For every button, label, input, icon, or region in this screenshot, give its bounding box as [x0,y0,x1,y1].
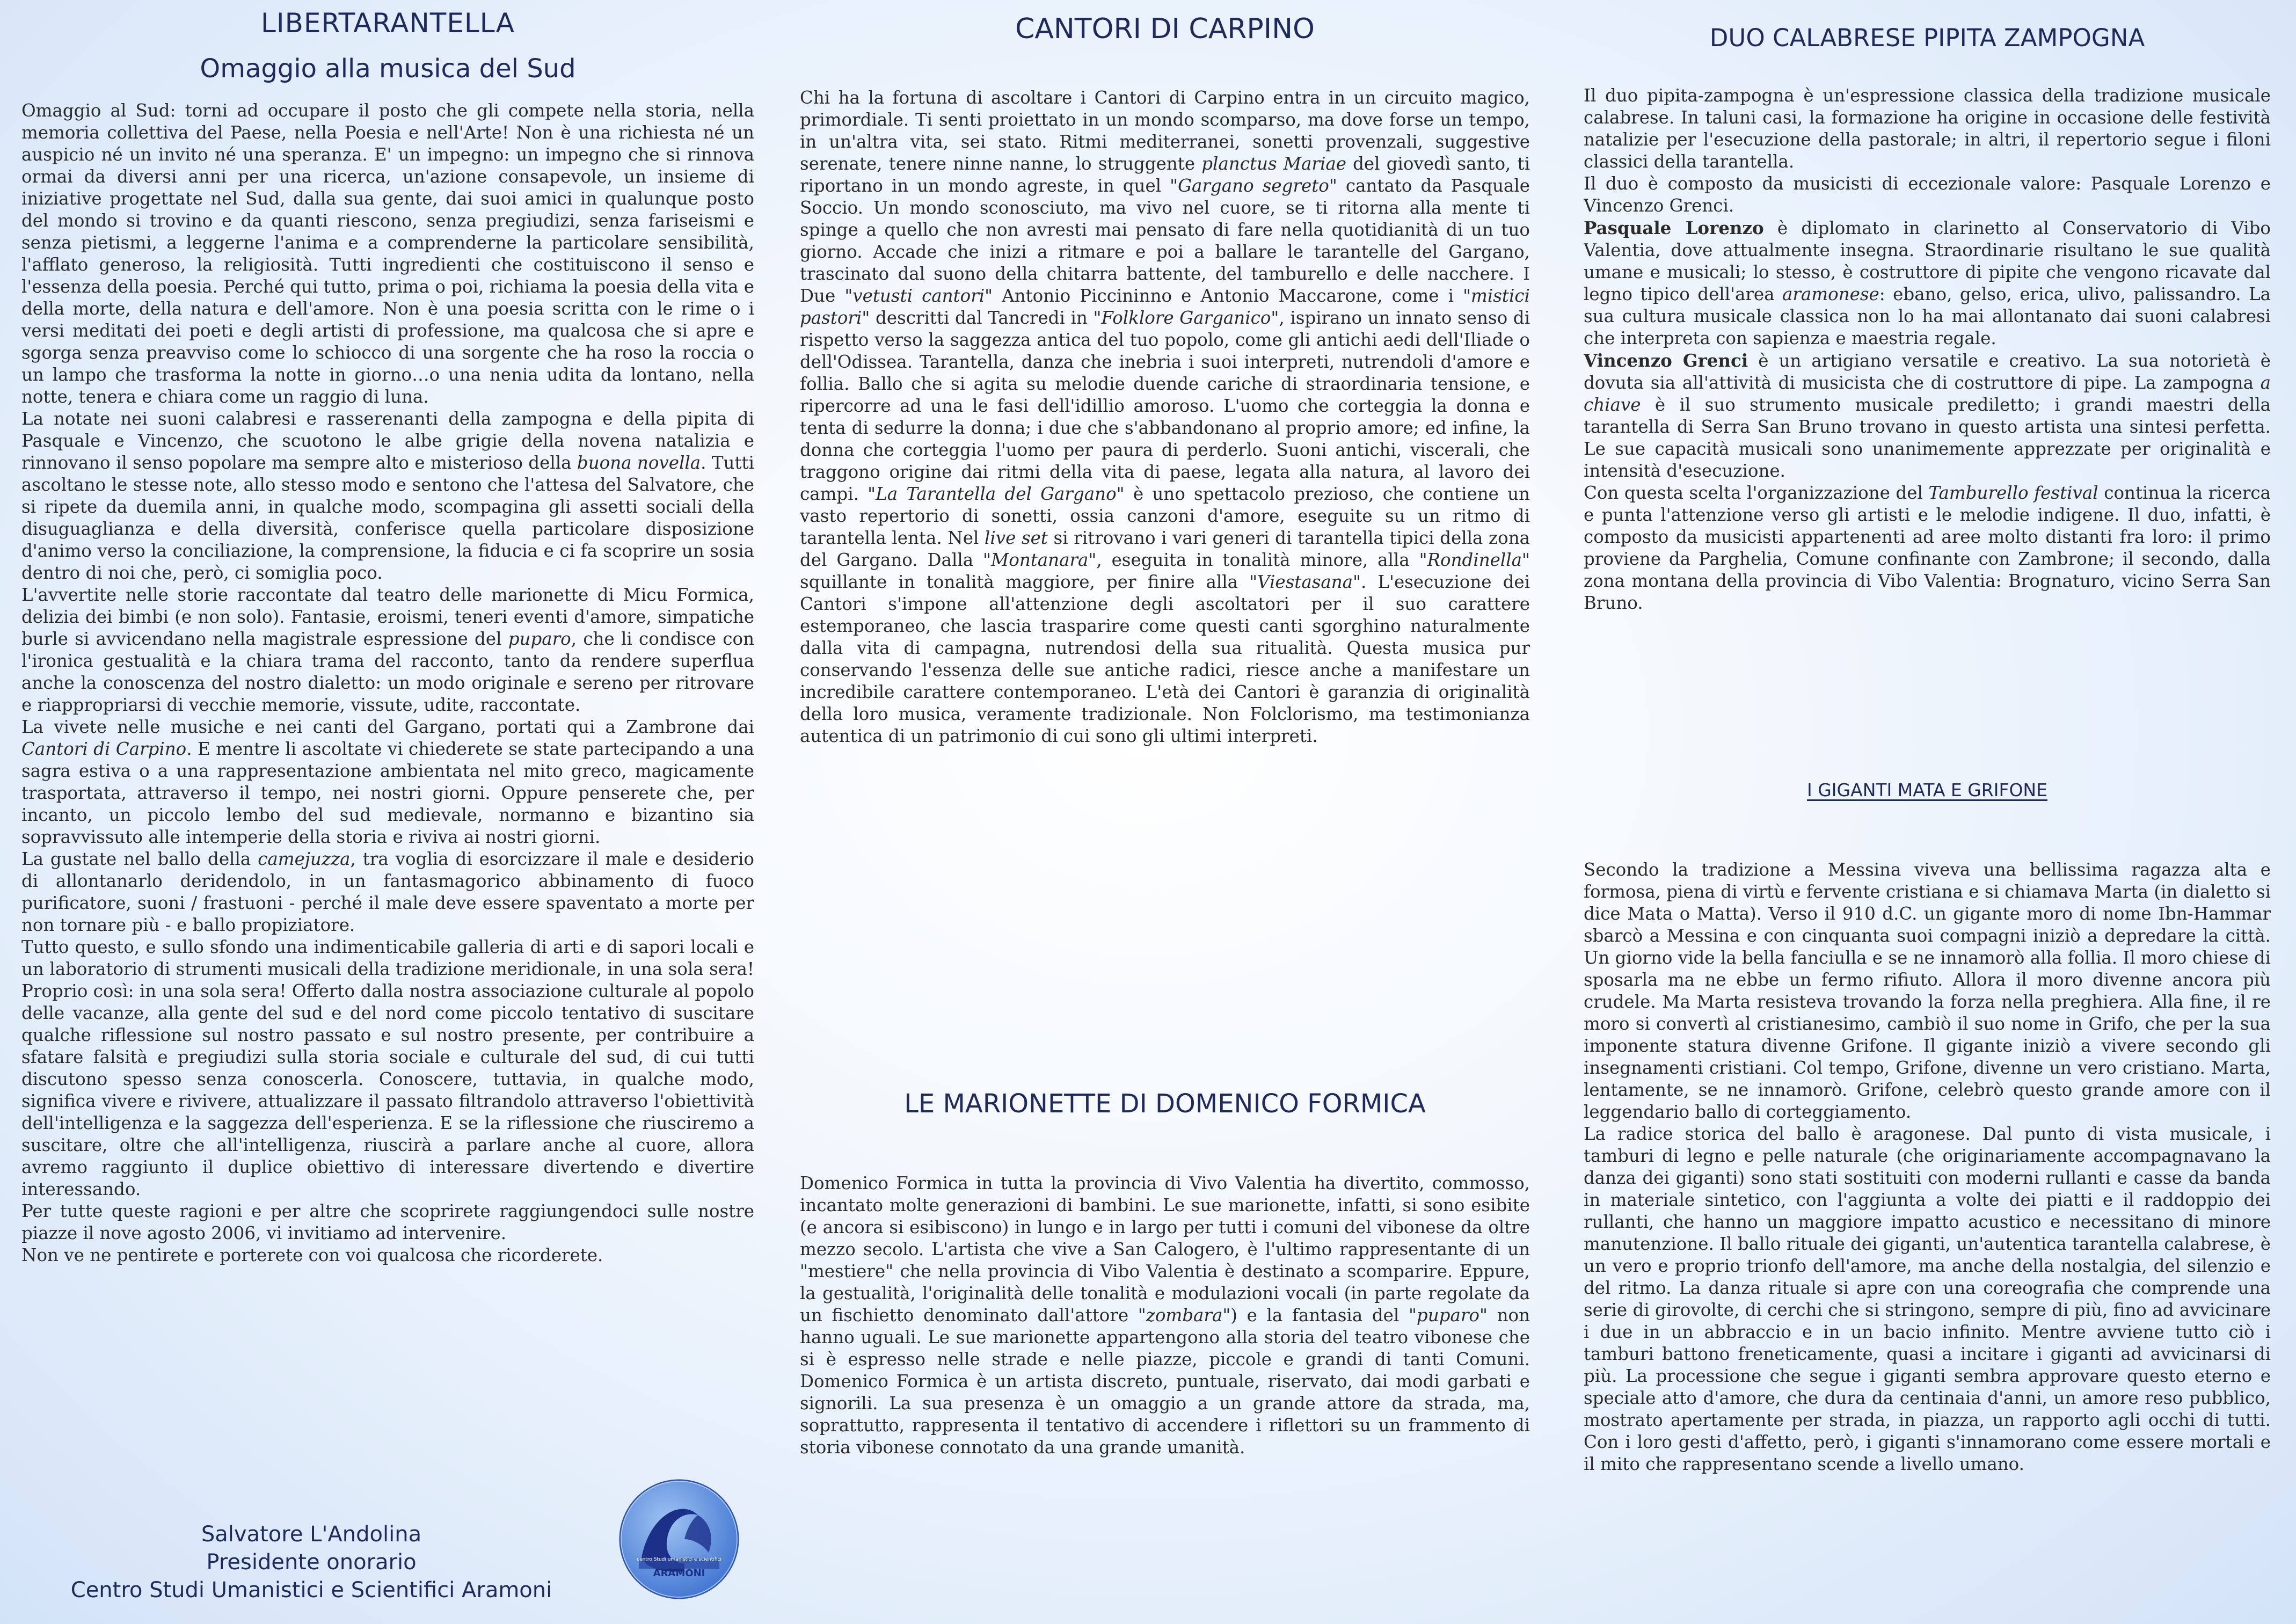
paragraph: Omaggio al Sud: torni ad occupare il posto che gli compete nella storia, nella memoria collettiva del Paese, nella Poesia e nell'Arte! Non è una richiesta né un auspicio né un invito né una speranza. E' un impegno: un impegno che si rinnova ormai da diversi anni per una ricerca, un'azione consapevole, un insieme di iniziative progettate nel Sud, dalla sua gente, dai suoi amici in qualunque posto del mondo si trovino e da quanti riescono, senza pregiudizi, senza fariseismi e senza pietismi, a leggerne l'anima e a comprenderne la particolare sensibilità, l'afflato generoso, la religiosità. Tutti ingredienti che costituiscono il senso e l'essenza della poesia. Perché qui tutto, prima o poi, richiama la poesia della vita e della morte, della natura e dell'amore. Non è una poesia scritta con le rime o i versi meditati dei poeti e degli artisti di professione, ma qualcosa che si apre e sgorga senza preavviso come lo schiocco di una sorgente che ha roso la roccia o un lampo che trasforma la notte in giorno…o una nenia udita da lontano, nella notte, tenera e chiara come un raggio di luna. [21,100,754,407]
cantori-text [800,87,1530,747]
intro-text [21,100,754,1266]
duo-text [1584,85,2271,614]
middle-column [800,0,1530,1624]
section-heading-giganti: I GIGANTI MATA E GRIFONE [1807,780,2047,800]
paragraph: Pasquale Lorenzo è diplomato in clarinetto al Conservatorio di Vibo Valentia, dove attualmente insegna. Straordinarie risultano le sue qualità umane e musicali; lo stesso, è costruttore di pipite che vengono ricavate dal legno tipico dell'area aramonese: ebano, gelso, erica, ulivo, palissandro. La sua cultura musicale classica non lo ha mai allontanato dai suoni calabresi che interpreta con sapienza e maestria regale. [1584,217,2271,348]
paragraph: Il duo è composto da musicisti di eccezionale valore: Pasquale Lorenzo e Vincenzo Grenci. [1584,173,2271,216]
logo-text: ARAMONI [653,1568,705,1579]
paragraph: Domenico Formica in tutta la provincia di Vivo Valentia ha divertito, commosso, incantato molte generazioni di bambini. Le sue marionette, infatti, si sono esibite (e ancora si esibiscono) in lungo e in largo per tutti i comuni del vibonese da oltre mezzo secolo. L'artista che vive a San Calogero, è l'ultimo rappresentante di un "mestiere" che nella provincia di Vibo Valentia è destinato a scomparire. Eppure, la gestualità, l'originalità delle tonalità e modulazioni vocali (in parte regolate da un fischietto denominato dall'attore "zombara") e la fantasia del "puparo" non hanno uguali. Le sue marionette appartengono alla storia del teatro vibonese che si è espresso nelle strade e nelle piazze, piccole e grandi di tanti Comuni. Domenico Formica è un artista discreto, puntuale, riservato, dai modi garbati e signorili. La sua presenza è un omaggio a un grande attore da strada, ma, soprattutto, rappresenta il tentativo di accendere i riflettori su un frammento di storia vibonese connotato da una grande umanità. [800,1173,1530,1458]
signature [21,1520,601,1604]
paragraph: La notate nei suoni calabresi e rasserenanti della zampogna e della pipita di Pasquale e Vincenzo, che scuotono le albe grigie della novena natalizia e rinnovano il senso popolare ma sempre alto e misterioso della buona novella. Tutti ascoltano le stesse note, allo stesso modo e sentono che l'attesa del Salvatore, che si ripete da duemila anni, in qualche modo, scompagina gli assetti sociali della disuguaglianza e della diversità, conferisce quella particolare disposizione d'animo verso la conciliazione, la comprensione, la fiducia e ci fa scoprire un sosia dentro di noi che, però, ci somiglia poco. [21,409,754,583]
paragraph: Tutto questo, e sullo sfondo una indimenticabile galleria di arti e di sapori locali e un laboratorio di strumenti musicali della tradizione meridionale, in una sola sera! Proprio così: in una sola sera! Offerto dalla nostra associazione culturale al popolo delle vacanze, alla gente del sud e del nord come piccolo tentativo di suscitare qualche riflessione sul nostro passato e sul nostro presente, per contribuire a sfatare falsità e pregiudizi sulla storia sociale e culturale del sud, di cui tutti discutono spesso senza conoscerla. Conoscere, tuttavia, in qualche modo, significa vivere e rivivere, attualizzare il passato filtrandolo attraverso l'obiettività dell'intelligenza e la saggezza dell'esperienza. E se la riflessione che riusciremo a suscitare, oltre che all'intelligenza, riuscirà a parlare anche al cuore, allora avremo raggiunto il duplice obiettivo di interessare divertendo e divertire interessando. [21,937,754,1199]
section-heading-marionette: LE MARIONETTE DI DOMENICO FORMICA [904,1089,1426,1119]
paragraph: La vivete nelle musiche e nei canti del Gargano, portati qui a Zambrone dai Cantori di Carpino. E mentre li ascoltate vi chiederete se state partecipando a una sagra estiva o a una rappresentazione ambientata nel mito greco, magicamente trasportata, attraverso il tempo, nei nostri giorni. Oppure penserete che, per incanto, un piccolo lembo del sud medievale, normanno e bizantino sia sopravvissuto alle intemperie della storia e riviva ai nostri giorni. [21,717,754,847]
left-column [21,0,754,1624]
aramoni-logo [617,1477,741,1601]
paragraph: Chi ha la fortuna di ascoltare i Cantori di Carpino entra in un circuito magico, primordiale. Ti senti proiettato in un mondo scomparso, ma dove forse un tempo, in un'altra vita, sei stato. Ritmi mediterranei, sonetti provenzali, suggestive serenate, tenere ninne nanne, lo struggente planctus Mariae del giovedì santo, ti riportano in un mondo agreste, in quel "Gargano segreto" cantato da Pasquale Soccio. Un mondo sconosciuto, ma vivo nel cuore, se ti ritorna alla mente ti spinge a quello che non avresti mai pensato di fare nella quotidianità di un tuo giorno. Accade che inizi a ritmare e poi a ballare le tarantelle del Gargano, trascinato dal suono della chitarra battente, del tamburello e delle nacchere. I Due "vetusti cantori" Antonio Piccininno e Antonio Maccarone, come i "mistici pastori" descritti dal Tancredi in "Folklore Garganico", ispirano un innato senso di rispetto verso la saggezza antica del tuo popolo, come gli antichi aedi dell'Iliade o dell'Odissea. Tarantella, danza che inebria i suoi interpreti, nutrendoli d'amore e follia. Ballo che si agita su melodie duende cariche di straordinaria tensione, e ripercorre ad una le fasi dell'idillio amoroso. L'uomo che corteggia la donna e tenta di sedurre la donna; i due che s'abbandonano al proprio amore; ed infine, la donna che corteggia l'uomo per paura di perderlo. Suoni antichi, viscerali, che traggono origine dai ritmi della vita di paese, legata alla natura, al lavoro dei campi. "La Tarantella del Gargano" è uno spettacolo prezioso, che contiene un vasto repertorio di sonetti, ossia canzoni d'amore, eseguite su un ritmo di tarantella lenta. Nel live set si ritrovano i vari generi di tarantella tipici della zona del Gargano. Dalla "Montanara", eseguita in tonalità minore, alla "Rondinella" squillante in tonalità maggiore, per finire alla "Viestasana". L'esecuzione dei Cantori s'impone all'attenzione degli ascoltatori per il suo carattere estemporaneo, che lascia trasparire come questi canti sgorghino naturalmente dalla vita di campagna, nutrendosi della sua ritualità. Questa musica pur conservando l'essenza delle sue antiche radici, riesce anche a manifestare un incredibile carattere contemporaneo. L'età dei Cantori è garanzia di originalità della loro musica, veramente tradizionale. Non Folclorismo, ma testimonianza autentica di un patrimonio di cui sono gli ultimi interpreti. [800,88,1530,746]
paragraph: Vincenzo Grenci è un artigiano versatile e creativo. La sua notorietà è dovuta sia all'attività di musicista che di costruttore di pipe. La zampogna a chiave è il suo strumento musicale prediletto; i grandi maestri della tarantella di Serra San Bruno trovano in questo artista una sintesi perfetta. Le sue capacità musicali sono unanimemente apprezzate per originalità e intensità d'esecuzione. [1584,350,2271,481]
paragraph: Per tutte queste ragioni e per altre che scoprirete raggiungendoci sulle nostre piazze il nove agosto 2006, vi invitiamo ad intervenire. [21,1201,754,1243]
paragraph: L'avvertite nelle storie raccontate dal teatro delle marionette di Micu Formica, delizia dei bimbi (e non solo). Fantasie, eroismi, teneri eventi d'amore, simpatiche burle si avvicendano nella magistrale espressione del puparo, che li condisce con l'ironica gestualità e la chiara trama del racconto, tanto da rendere superflua anche la conoscenza del nostro dialetto: un modo originale e sereno per ritrovare e riappropriarsi di vecchie memorie, vissute, udite, raccontate. [21,585,754,715]
logo-emblem-icon [617,1477,741,1601]
signature-org: Centro Studi Umanistici e Scientifici Aramoni [70,1578,552,1603]
right-column [1584,0,2271,1624]
paragraph: Con questa scelta l'organizzazione del Tamburello festival continua la ricerca e punta l'attenzione verso gli artisti e le melodie indigene. Il duo, infatti, è composto da musicisti appartenenti ad aree molto distanti fra loro: il primo proviene da Parghelia, Comune confinante con Zambrone; il secondo, dalla zona montana della provincia di Vibo Valentia: Brognaturo, vicino Serra San Bruno. [1584,483,2271,613]
logo-ring-text: centro Studi umanistici e scientifici [637,1557,721,1562]
marionette-text [800,1173,1530,1459]
paragraph: La gustate nel ballo della camejuzza, tra voglia di esorcizzare il male e desiderio di allontanarlo deridendolo, in un fantasmagorico abbinamento di fuoco purificatore, suoni / frastuoni - perché il male deve essere spaventato a morte per non tornare più - e ballo propiziatore. [21,849,754,935]
paragraph: Secondo la tradizione a Messina viveva una bellissima ragazza alta e formosa, piena di virtù e fervente cristiana e si chiamava Marta (in dialetto si dice Mata o Matta). Verso il 910 d.C. un gigante moro di nome Ibn-Hammar sbarcò a Messina e con cinquanta suoi compagni iniziò a depredare la città. Un giorno vide la bella fanciulla e se ne innamorò alla follia. Il moro chiese di sposarla ma ne ebbe un fermo rifiuto. Allora il moro divenne ancora più crudele. Ma Marta resisteva trovando la forza nella preghiera. Alla fine, il re moro si convertì al cristianesimo, cambiò il suo nome in Grifo, che per la sua imponente statura divenne Grifone. Il gigante iniziò a vivere secondo gli insegnamenti cristiani. Col tempo, Grifone, divenne un vero cristiano. Marta, lentamente, se ne innamorò. Grifone, celebrò questo grande amore con il leggendario ballo di corteggiamento. [1584,860,2271,1122]
signature-role: Presidente onorario [206,1550,417,1575]
page-title: LIBERTARANTELLA [261,8,515,39]
paragraph: Il duo pipita-zampogna è un'espressione classica della tradizione musicale calabrese. In taluni casi, la formazione ha origine in occasione delle festività natalizie per l'esecuzione della pastorale; in altri, il repertorio segue i filoni classici della tarantella. [1584,85,2271,172]
paragraph: Non ve ne pentirete e porterete con voi qualcosa che ricorderete. [21,1245,603,1265]
page-subtitle: Omaggio alla musica del Sud [200,54,576,84]
giganti-text [1584,859,2271,1475]
signature-name: Salvatore L'Andolina [201,1522,422,1547]
paragraph: La radice storica del ballo è aragonese. Dal punto di vista musicale, i tamburi di legno e pelle naturale (che originariamente accompagnavano la danza dei giganti) sono stati sostituiti con moderni rullanti e casse da banda in materiale sintetico, con l'aggiunta a volte dei piatti e il raddoppio dei rullanti, che hanno un maggiore impatto acustico e necessitano di minore manutenzione. Il ballo rituale dei giganti, un'autentica tarantella calabrese, è un vero e proprio trionfo dell'amore, ma anche della nostalgia, del silenzio e del ritmo. La danza rituale si apre con una coreografia che comprende una serie di girovolte, di cerchi che si stringono, sempre di più, fino ad avvicinare i due in un abbraccio e in un bacio infinito. Mentre avviene tutto ciò i tamburi battono freneticamente, quasi a incitare i giganti ad avvicinarsi di più. La processione che segue i giganti sembra approvare questo eterno e speciale atto d'amore, che dura da centinaia d'anni, un amore reso pubblico, mostrato apertamente per strada, in piazza, un rapporto agli occhi di tutti. Con i loro gesti d'affetto, però, i giganti s'innamorano come essere mortali e il mito che rappresentano scende a livello umano. [1584,1124,2271,1474]
section-heading-cantori: CANTORI DI CARPINO [1015,13,1315,45]
section-heading-duo: DUO CALABRESE PIPITA ZAMPOGNA [1709,24,2145,52]
